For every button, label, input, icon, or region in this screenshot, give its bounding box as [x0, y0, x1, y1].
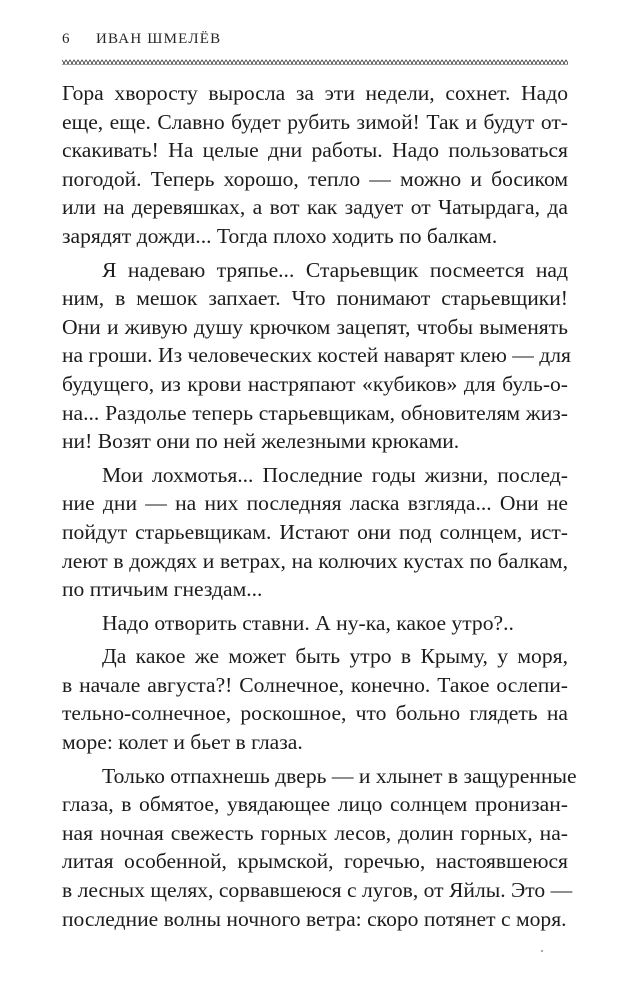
text-line: глаза, в обмятое, увядающее лицо солнцем пронизан-	[62, 792, 568, 817]
text-line: в начале августа?! Солнечное, конечно. Такое ослепи-	[62, 672, 568, 697]
running-head	[62, 31, 568, 48]
paragraph	[62, 609, 568, 638]
decorative-rule	[62, 55, 568, 65]
text-line: ни! Возят они по ней железными крюками.	[62, 429, 460, 454]
text-line: Они и живую душу крючком зацепят, чтобы выменять	[62, 314, 568, 339]
text-line: Надо отворить ставни. А ну-ка, какое утро?..	[102, 610, 514, 635]
paragraph	[62, 256, 571, 456]
print-speck	[541, 950, 543, 952]
body-text	[62, 79, 577, 933]
page-number: 6	[62, 31, 70, 47]
text-line: погодой. Теперь хорошо, тепло — можно и босиком	[62, 166, 568, 191]
paragraph	[62, 79, 568, 251]
text-line: Мои лохмотья... Последние годы жизни, послед-	[102, 462, 568, 487]
text-line: леют в дождях и ветрах, на колючих кустах по балкам,	[62, 548, 568, 573]
text-line: на... Раздолье теперь старьевщикам, обновителям жиз-	[62, 400, 568, 425]
text-line: по птичьим гнездам...	[62, 577, 263, 602]
paragraph	[62, 461, 568, 604]
text-line: зарядят дожди... Тогда плохо ходить по балкам.	[62, 223, 498, 248]
text-line: пойдут старьевщикам. Истают они под солнцем, ист-	[62, 519, 568, 544]
text-line: ние дни — на них последняя ласка взгляда... Они не	[62, 491, 568, 516]
text-line: в лесных щелях, сорвавшеюся с лугов, от Яйлы. Это —	[62, 878, 573, 903]
text-line: тельно-солнечное, роскошное, что больно глядеть на	[62, 701, 568, 726]
text-line: ним, в мешок запхает. Что понимают старьевщики!	[62, 286, 568, 311]
author-name: ИВАН ШМЕЛЁВ	[96, 31, 222, 47]
paragraph	[62, 642, 568, 756]
text-line: на гроши. Из человеческих костей наварят клею — для	[62, 343, 571, 368]
text-line: Да какое же может быть утро в Крыму, у моря,	[102, 644, 568, 669]
text-line: море: колет и бьет в глаза.	[62, 730, 303, 755]
text-line: литая особенной, крымской, горечью, настоявшеюся	[62, 849, 568, 874]
text-line: Только отпахнешь дверь — и хлынет в защуренные	[102, 763, 577, 788]
text-line: скакивать! На целые дни работы. Надо пользоваться	[62, 138, 568, 163]
text-line: будущего, из крови настряпают «кубиков» для буль-о-	[62, 371, 568, 396]
text-line: последние волны ночного ветра: скоро потянет с моря.	[62, 906, 567, 931]
text-line: Гора хворосту выросла за эти недели, сохнет. Надо	[62, 81, 568, 105]
text-line: или на деревяшках, а вот как задует от Чатырдага, да	[62, 195, 568, 220]
text-line: ная ночная свежесть горных лесов, долин горных, на-	[62, 820, 568, 845]
text-line: еще, еще. Славно будет рубить зимой! Так и будут от-	[62, 109, 568, 134]
paragraph	[62, 762, 577, 934]
text-line: Я надеваю тряпье... Старьевщик посмеется над	[102, 257, 568, 282]
